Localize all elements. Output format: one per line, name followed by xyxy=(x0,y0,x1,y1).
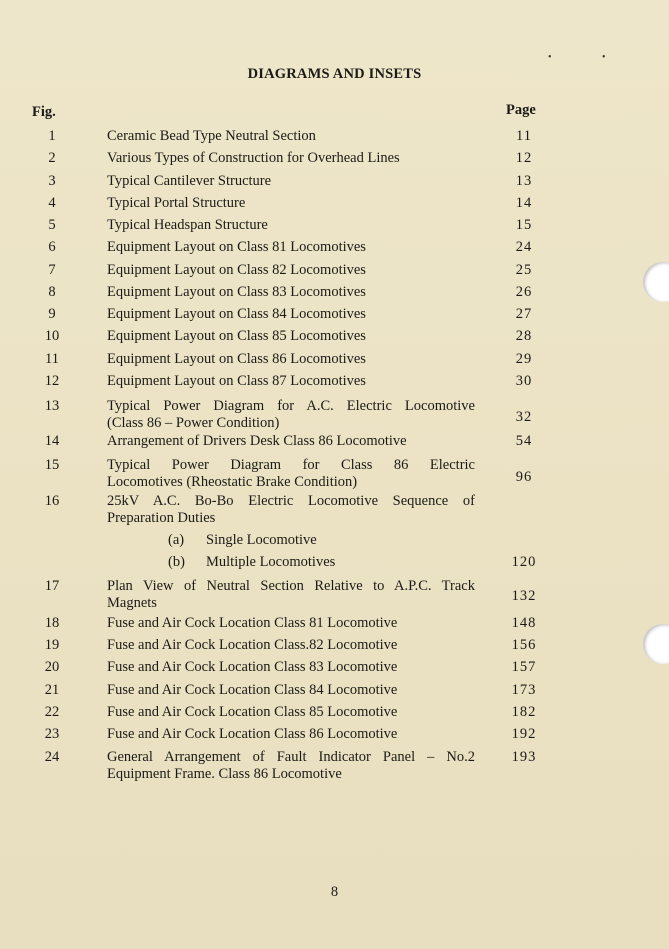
page-ref: 30 xyxy=(515,373,533,389)
page-ref: 28 xyxy=(515,328,533,344)
figure-description xyxy=(107,217,475,234)
description-line: Equipment Layout on Class 81 Locomotives xyxy=(107,239,366,255)
figure-number: 7 xyxy=(48,262,56,278)
description-line: Equipment Layout on Class 87 Locomotives xyxy=(107,373,366,389)
page-ref: 12 xyxy=(515,150,533,166)
figure-number: 24 xyxy=(44,749,60,765)
page-ref: 11 xyxy=(516,128,532,144)
figure-number: 21 xyxy=(44,682,60,698)
figure-number: 23 xyxy=(44,726,60,742)
figure-description xyxy=(107,262,475,279)
figure-description xyxy=(107,433,475,450)
figure-description xyxy=(107,239,475,256)
sub-list-item xyxy=(168,532,408,549)
sub-item-tag: (b) xyxy=(168,554,185,570)
page-ref: 132 xyxy=(511,588,537,604)
page-ref: 14 xyxy=(515,195,533,211)
description-line: Typical Power Diagram for A.C. Electric Locomotive xyxy=(107,398,475,414)
figure-number: 6 xyxy=(48,239,56,255)
description-line: Arrangement of Drivers Desk Class 86 Locomotive xyxy=(107,433,407,449)
page-ref: 13 xyxy=(515,173,533,189)
fig-column-header: Fig. xyxy=(32,104,56,120)
description-line: Magnets xyxy=(107,595,157,611)
page-ref: 54 xyxy=(515,433,533,449)
page-ref: 29 xyxy=(515,351,533,367)
page-ref: 32 xyxy=(515,409,533,425)
figure-number: 22 xyxy=(44,704,60,720)
page-ref: 24 xyxy=(515,239,533,255)
description-line: Fuse and Air Cock Location Class 83 Locomotive xyxy=(107,659,398,675)
figure-description xyxy=(107,615,475,632)
figure-description xyxy=(107,659,475,676)
sub-list-item xyxy=(168,554,408,571)
figure-number: 11 xyxy=(45,351,59,367)
description-line: Locomotives (Rheostatic Brake Condition) xyxy=(107,474,358,490)
figure-number: 3 xyxy=(48,173,56,189)
sub-item-tag: (a) xyxy=(168,532,185,548)
description-line: Equipment Frame. Class 86 Locomotive xyxy=(107,766,342,782)
page-ref: 96 xyxy=(515,469,533,485)
figure-description xyxy=(107,351,475,368)
description-line: Equipment Layout on Class 84 Locomotives xyxy=(107,306,366,322)
page-ref: 192 xyxy=(511,726,537,742)
description-line: Typical Headspan Structure xyxy=(107,217,268,233)
figure-description xyxy=(107,195,475,212)
description-line: Typical Portal Structure xyxy=(107,195,246,211)
description-line: General Arrangement of Fault Indicator Panel – No.2 xyxy=(107,749,475,765)
figure-description xyxy=(107,578,475,612)
description-line: Fuse and Air Cock Location Class 84 Locomotive xyxy=(107,682,398,698)
page-ref: 25 xyxy=(515,262,533,278)
figure-description xyxy=(107,373,475,390)
page-number: 8 xyxy=(330,884,339,900)
page-column-header: Page xyxy=(506,102,536,118)
figure-description xyxy=(107,173,475,190)
figure-number: 12 xyxy=(44,373,60,389)
page-ref: 173 xyxy=(511,682,537,698)
figure-description xyxy=(107,306,475,323)
figure-number: 13 xyxy=(44,398,60,414)
print-speck: • xyxy=(548,52,552,63)
page-ref: 15 xyxy=(515,217,533,233)
figure-number: 18 xyxy=(44,615,60,631)
description-line: Fuse and Air Cock Location Class 85 Locomotive xyxy=(107,704,398,720)
figure-description xyxy=(107,128,475,145)
sub-item-text: Multiple Locomotives xyxy=(206,554,336,570)
figure-number: 16 xyxy=(44,493,60,509)
figure-number: 4 xyxy=(48,195,56,211)
description-line: Equipment Layout on Class 86 Locomotives xyxy=(107,351,366,367)
figure-description xyxy=(107,682,475,699)
description-line: Typical Power Diagram for Class 86 Electric xyxy=(107,457,475,473)
figure-number: 8 xyxy=(48,284,56,300)
sub-item-text: Single Locomotive xyxy=(206,532,317,548)
page-ref: 120 xyxy=(511,554,537,570)
description-line: Plan View of Neutral Section Relative to A.P.C. Track xyxy=(107,578,475,594)
description-line: Equipment Layout on Class 85 Locomotives xyxy=(107,328,366,344)
page-ref: 193 xyxy=(511,749,537,765)
page-ref: 148 xyxy=(511,615,537,631)
description-line: 25kV A.C. Bo-Bo Electric Locomotive Sequence of xyxy=(107,493,475,509)
figure-description xyxy=(107,457,475,491)
figure-number: 19 xyxy=(44,637,60,653)
page-ref: 156 xyxy=(511,637,537,653)
figure-number: 2 xyxy=(48,150,56,166)
description-line: Fuse and Air Cock Location Class 86 Locomotive xyxy=(107,726,398,742)
description-line: Ceramic Bead Type Neutral Section xyxy=(107,128,316,144)
description-line: Typical Cantilever Structure xyxy=(107,173,272,189)
page-ref: 27 xyxy=(515,306,533,322)
description-line: (Class 86 – Power Condition) xyxy=(107,415,280,431)
figure-description xyxy=(107,398,475,432)
punch-hole xyxy=(643,624,669,664)
figure-number: 9 xyxy=(48,306,56,322)
figure-number: 1 xyxy=(48,128,56,144)
description-line: Preparation Duties xyxy=(107,510,216,526)
description-line: Fuse and Air Cock Location Class 81 Locomotive xyxy=(107,615,398,631)
description-line: Equipment Layout on Class 82 Locomotives xyxy=(107,262,366,278)
figure-number: 10 xyxy=(44,328,60,344)
figure-description xyxy=(107,150,475,167)
figure-description xyxy=(107,284,475,301)
figure-number: 20 xyxy=(44,659,60,675)
figure-number: 15 xyxy=(44,457,60,473)
figure-description xyxy=(107,493,475,527)
description-line: Equipment Layout on Class 83 Locomotives xyxy=(107,284,366,300)
punch-hole xyxy=(643,262,669,302)
figure-description xyxy=(107,637,475,654)
figure-description xyxy=(107,749,475,783)
figure-description xyxy=(107,328,475,345)
page-title: DIAGRAMS AND INSETS xyxy=(247,66,422,82)
page-ref: 157 xyxy=(511,659,537,675)
figure-number: 17 xyxy=(44,578,60,594)
figure-description xyxy=(107,726,475,743)
page-ref: 182 xyxy=(511,704,537,720)
figure-number: 5 xyxy=(48,217,56,233)
print-speck: • xyxy=(602,52,606,63)
description-line: Various Types of Construction for Overhead Lines xyxy=(107,150,400,166)
figure-number: 14 xyxy=(44,433,60,449)
description-line: Fuse and Air Cock Location Class.82 Locomotive xyxy=(107,637,398,653)
page-ref: 26 xyxy=(515,284,533,300)
figure-description xyxy=(107,704,475,721)
